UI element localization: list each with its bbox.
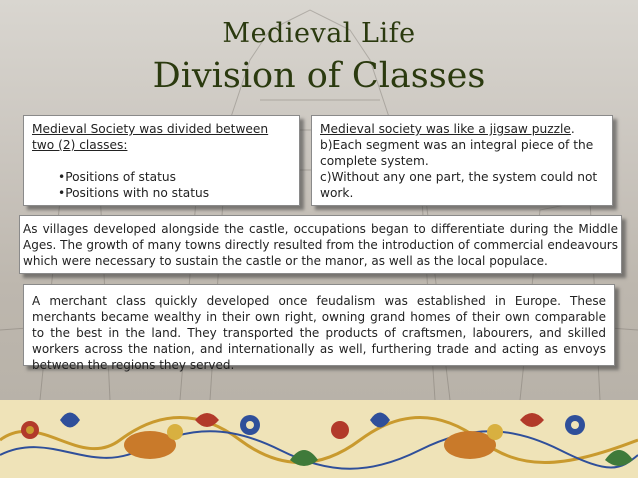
merchant-text: A merchant class quickly developed once feudalism was established in Europe. These merchants became wealthy in their own right, owning grand homes of their own comparable to the best in the land. They transported the products of craftsmen, labourers, and skilled workers across the nation, and internationally as well, furthering trade and acting as envoys between the regions they served. — [32, 294, 606, 372]
puzzle-lead-period: . — [570, 122, 575, 136]
classes-intro-line2: two (2) classes: — [32, 138, 128, 152]
page-title: Medieval Life — [222, 18, 416, 49]
bullet-status: •Positions of status — [58, 170, 176, 184]
puzzle-item-b: b)Each segment was an integral piece of the complete system. — [320, 138, 594, 168]
merchant-box — [23, 284, 615, 372]
puzzle-lead — [320, 121, 604, 137]
classes-intro-line1: Medieval Society was divided between — [32, 122, 269, 136]
bullet-no-status: •Positions with no status — [58, 186, 210, 200]
puzzle-box — [311, 115, 613, 206]
classes-box — [23, 115, 300, 206]
villages-text: As villages developed alongside the castle, occupations began to differentiate during the Middle Ages. The growth of many towns directly resulted from the introduction of commercial endeavours which were necessary to sustain the castle or the manor, as well as the local populace. — [23, 222, 618, 268]
floral-ornament-icon — [0, 400, 638, 478]
puzzle-item-c: c)Without any one part, the system could not work. — [320, 170, 598, 200]
villages-box — [19, 215, 622, 274]
page-subtitle: Division of Classes — [152, 56, 486, 96]
puzzle-lead-text: Medieval society was like a jigsaw puzzle — [320, 122, 571, 136]
